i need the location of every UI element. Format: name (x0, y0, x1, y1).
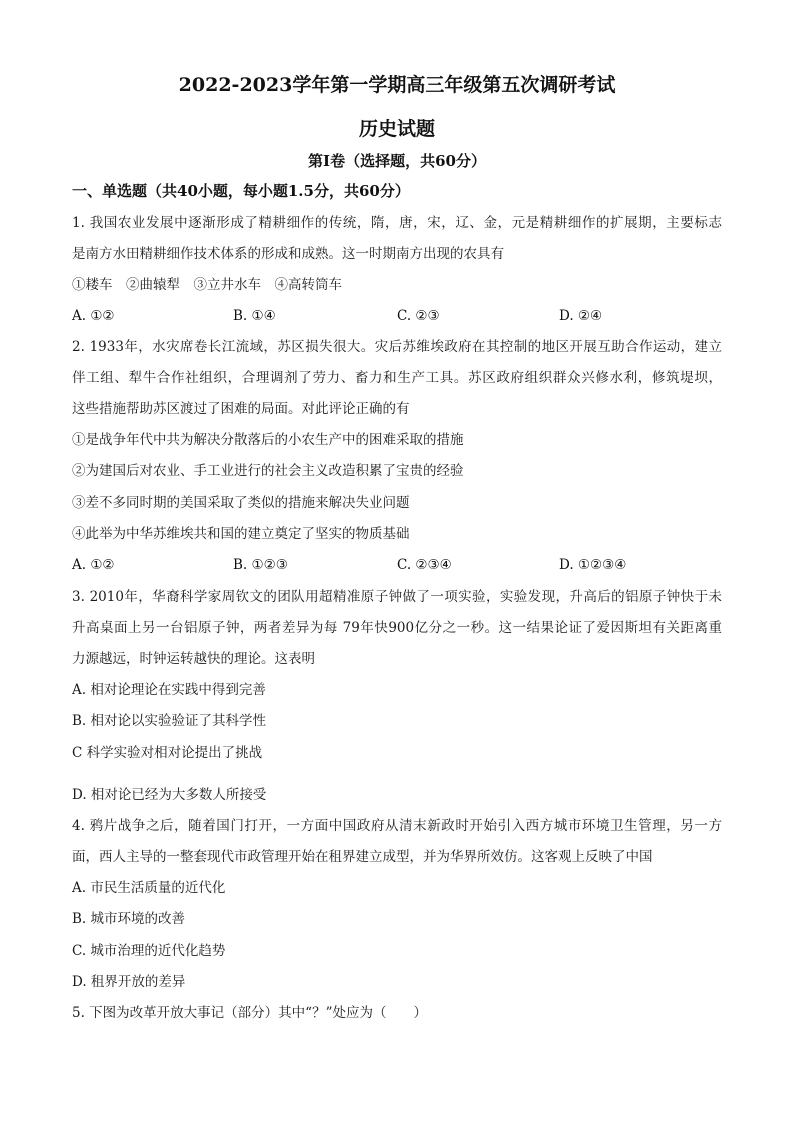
q4-option-b[interactable]: B. 城市环境的改善 (72, 911, 186, 927)
q4-option-a[interactable]: A. 市民生活质量的近代化 (72, 880, 226, 896)
section-heading: 一、单选题（共40小题，每小题1.5分，共60分） (72, 182, 410, 200)
q4-option-d[interactable]: D. 租界开放的差异 (72, 974, 186, 990)
q2-item: ②为建国后对农业、手工业进行的社会主义改造积累了宝贵的经验 (72, 463, 464, 479)
q1-option-d[interactable]: D. ②④ (559, 308, 603, 324)
q2-stem-line: 2. 1933年，水灾席卷长江流域，苏区损失很大。灾后苏维埃政府在其控制的地区开展互助合作运动，建立 (72, 339, 722, 355)
q2-option-b[interactable]: B. ①②③ (233, 557, 288, 573)
q3-option-d[interactable]: D. 相对论已经为大多数人所接受 (72, 787, 267, 803)
q2-stem-line: 伴工组、犁牛合作社组织，合理调剂了劳力、畜力和生产工具。苏区政府组织群众兴修水利，修筑堤坝， (72, 370, 722, 386)
q3-stem-line: 力源越远，时钟运转越快的理论。这表明 (72, 651, 315, 667)
q1-option-c[interactable]: C. ②③ (397, 308, 440, 324)
volume-heading: 第I卷（选择题，共60分） (308, 152, 486, 170)
q1-options (72, 307, 722, 325)
q2-option-c[interactable]: C. ②③④ (397, 557, 452, 573)
q4-stem-line: 面，西人主导的一整套现代市政管理开始在租界建立成型，并为华界所效仿。这客观上反映了中国 (72, 849, 653, 865)
q2-item: ④此举为中华苏维埃共和国的建立奠定了坚实的物质基础 (72, 526, 410, 542)
q3-option-c[interactable]: C 科学实验对相对论提出了挑战 (72, 745, 263, 761)
q1-stem-line: 1. 我国农业发展中逐渐形成了精耕细作的传统，隋，唐，宋，辽、金，元是精耕细作的扩展期，主要标志 (72, 215, 722, 231)
q2-stem-line: 这些措施帮助苏区渡过了困难的局面。对此评论正确的有 (72, 401, 410, 417)
q1-option-b[interactable]: B. ①④ (233, 308, 276, 324)
q2-option-a[interactable]: A. ①② (72, 557, 115, 573)
q2-item: ③差不多同时期的美国采取了类似的措施来解决失业问题 (72, 495, 410, 511)
q2-option-d[interactable]: D. ①②③④ (559, 557, 627, 573)
q1-stem-line: 是南方水田精耕细作技术体系的形成和成熟。这一时期南方出现的农具有 (72, 246, 504, 262)
q1-option-a[interactable]: A. ①② (72, 308, 115, 324)
q3-stem-line: 3. 2010年，华裔科学家周钦文的团队用超精准原子钟做了一项实验，实验发现，升高后的铝原子钟快于未 (72, 589, 722, 605)
q3-stem-line: 升高桌面上另一台铝原子钟，两者差异为每 79年快900亿分之一秒。这一结果论证了爱因斯坦有关距离重 (72, 620, 722, 636)
q2-item: ①是战争年代中共为解决分散落后的小农生产中的困难采取的措施 (72, 432, 464, 448)
q2-options (72, 556, 722, 574)
q5-stem-line: 5. 下图为改革开放大事记（部分）其中“？”处应为（ ） (72, 1005, 427, 1021)
q3-option-b[interactable]: B. 相对论以实验验证了其科学性 (72, 713, 267, 729)
q3-option-a[interactable]: A. 相对论理论在实践中得到完善 (72, 682, 266, 698)
exam-title: 2022-2023学年第一学期高三年级第五次调研考试 (178, 74, 616, 96)
q4-stem-line: 4. 鸦片战争之后，随着国门打开，一方面中国政府从清末新政时开始引入西方城市环境卫生管理，另一方 (72, 818, 722, 834)
q1-items: ①耧车 ②曲辕犁 ③立井水车 ④高转筒车 (72, 277, 342, 293)
q4-option-c[interactable]: C. 城市治理的近代化趋势 (72, 943, 226, 959)
exam-subtitle: 历史试题 (358, 118, 435, 140)
